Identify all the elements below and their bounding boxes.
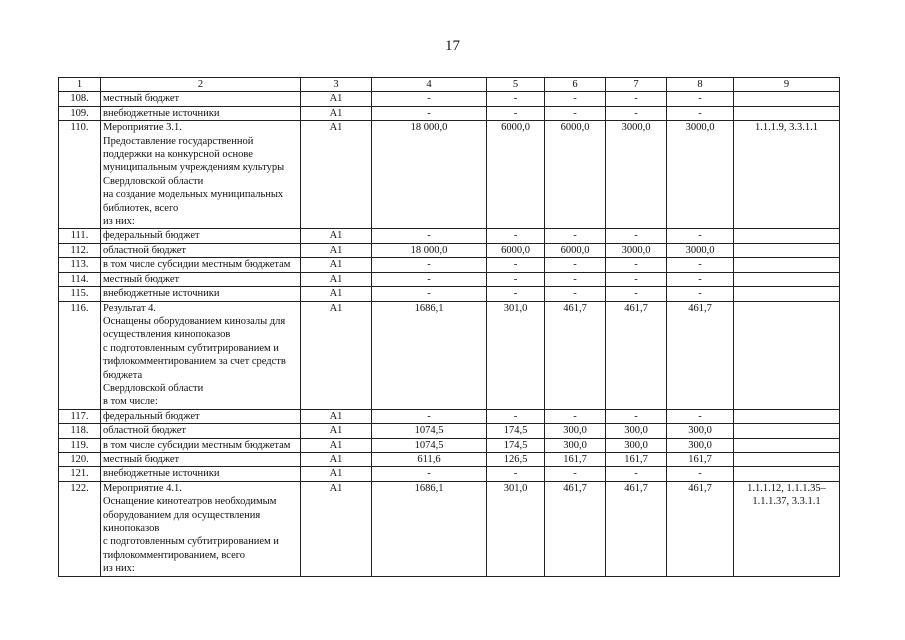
value-col-7: - <box>606 229 667 243</box>
value-col-6: 6000,0 <box>545 243 606 257</box>
row-code: А1 <box>301 481 372 576</box>
value-col-4: - <box>372 287 487 301</box>
budget-table <box>58 77 840 577</box>
value-col-5: 174,5 <box>487 424 545 438</box>
row-number: 117. <box>59 409 101 423</box>
table-row <box>59 287 840 301</box>
value-col-5: 301,0 <box>487 481 545 576</box>
value-col-6: 300,0 <box>545 424 606 438</box>
target-indicators <box>734 258 840 272</box>
value-col-7: - <box>606 92 667 106</box>
row-number: 114. <box>59 272 101 286</box>
row-name: внебюджетные источники <box>101 467 301 481</box>
value-col-7: 3000,0 <box>606 121 667 229</box>
column-header: 7 <box>606 78 667 92</box>
row-code: А1 <box>301 452 372 466</box>
row-code: А1 <box>301 424 372 438</box>
table-row <box>59 272 840 286</box>
row-code: А1 <box>301 121 372 229</box>
target-indicators: 1.1.1.12, 1.1.1.35–1.1.1.37, 3.3.1.1 <box>734 481 840 576</box>
value-col-7: 461,7 <box>606 301 667 409</box>
value-col-5: 126,5 <box>487 452 545 466</box>
table-header-row <box>59 78 840 92</box>
row-code: А1 <box>301 272 372 286</box>
value-col-4: - <box>372 229 487 243</box>
column-header: 1 <box>59 78 101 92</box>
page-number: 17 <box>445 38 460 54</box>
row-code: А1 <box>301 438 372 452</box>
value-col-5: - <box>487 106 545 120</box>
table-row <box>59 409 840 423</box>
value-col-6: 161,7 <box>545 452 606 466</box>
value-col-7: 461,7 <box>606 481 667 576</box>
row-code: А1 <box>301 467 372 481</box>
row-name: Результат 4. Оснащены оборудованием кинозалы для осуществления кинопоказов с подготовленным субтитрированием и тифлокомментированием за счет средств бюджета Свердловской области в том числе: <box>101 301 301 409</box>
value-col-5: - <box>487 258 545 272</box>
row-code: А1 <box>301 258 372 272</box>
table-row <box>59 467 840 481</box>
target-indicators <box>734 467 840 481</box>
value-col-4: 1074,5 <box>372 424 487 438</box>
value-col-8: - <box>667 409 734 423</box>
value-col-6: - <box>545 272 606 286</box>
row-number: 115. <box>59 287 101 301</box>
table-row <box>59 121 840 229</box>
value-col-4: 1686,1 <box>372 481 487 576</box>
row-name: внебюджетные источники <box>101 287 301 301</box>
value-col-6: - <box>545 467 606 481</box>
table-row <box>59 481 840 576</box>
value-col-6: - <box>545 106 606 120</box>
value-col-5: - <box>487 92 545 106</box>
value-col-7: - <box>606 258 667 272</box>
table-row <box>59 452 840 466</box>
value-col-4: - <box>372 409 487 423</box>
value-col-8: 300,0 <box>667 424 734 438</box>
value-col-5: 6000,0 <box>487 243 545 257</box>
value-col-8: - <box>667 287 734 301</box>
row-name: Мероприятие 3.1. Предоставление государственной поддержки на конкурсной основе муниципальным учреждениям культуры Свердловской области на создание модельных муниципальных библиотек, всего из них: <box>101 121 301 229</box>
column-header: 5 <box>487 78 545 92</box>
value-col-7: - <box>606 272 667 286</box>
row-number: 118. <box>59 424 101 438</box>
row-number: 108. <box>59 92 101 106</box>
value-col-5: 6000,0 <box>487 121 545 229</box>
column-header: 9 <box>734 78 840 92</box>
value-col-8: - <box>667 272 734 286</box>
row-number: 110. <box>59 121 101 229</box>
value-col-6: 6000,0 <box>545 121 606 229</box>
value-col-6: - <box>545 92 606 106</box>
row-name: местный бюджет <box>101 272 301 286</box>
column-header: 2 <box>101 78 301 92</box>
value-col-6: - <box>545 409 606 423</box>
value-col-4: 1686,1 <box>372 301 487 409</box>
value-col-6: - <box>545 229 606 243</box>
row-code: А1 <box>301 106 372 120</box>
value-col-5: - <box>487 467 545 481</box>
value-col-4: 1074,5 <box>372 438 487 452</box>
target-indicators: 1.1.1.9, 3.3.1.1 <box>734 121 840 229</box>
target-indicators <box>734 229 840 243</box>
target-indicators <box>734 243 840 257</box>
row-number: 113. <box>59 258 101 272</box>
value-col-8: - <box>667 106 734 120</box>
target-indicators <box>734 301 840 409</box>
row-name: местный бюджет <box>101 452 301 466</box>
value-col-7: - <box>606 106 667 120</box>
value-col-8: - <box>667 92 734 106</box>
column-header: 6 <box>545 78 606 92</box>
value-col-7: - <box>606 467 667 481</box>
table-row <box>59 258 840 272</box>
table-row <box>59 92 840 106</box>
value-col-7: 3000,0 <box>606 243 667 257</box>
value-col-8: 161,7 <box>667 452 734 466</box>
table-row <box>59 438 840 452</box>
table-row <box>59 424 840 438</box>
row-name: внебюджетные источники <box>101 106 301 120</box>
value-col-8: 461,7 <box>667 301 734 409</box>
value-col-5: - <box>487 272 545 286</box>
row-number: 111. <box>59 229 101 243</box>
row-name: в том числе субсидии местным бюджетам <box>101 258 301 272</box>
target-indicators <box>734 452 840 466</box>
value-col-4: - <box>372 258 487 272</box>
value-col-4: - <box>372 92 487 106</box>
target-indicators <box>734 438 840 452</box>
value-col-7: - <box>606 409 667 423</box>
row-number: 119. <box>59 438 101 452</box>
row-name: местный бюджет <box>101 92 301 106</box>
row-code: А1 <box>301 301 372 409</box>
row-number: 116. <box>59 301 101 409</box>
value-col-6: 461,7 <box>545 481 606 576</box>
value-col-8: 3000,0 <box>667 121 734 229</box>
value-col-5: 174,5 <box>487 438 545 452</box>
value-col-6: - <box>545 258 606 272</box>
value-col-8: - <box>667 229 734 243</box>
value-col-7: 161,7 <box>606 452 667 466</box>
column-header: 3 <box>301 78 372 92</box>
row-name: федеральный бюджет <box>101 229 301 243</box>
value-col-5: - <box>487 409 545 423</box>
value-col-4: - <box>372 272 487 286</box>
row-name: федеральный бюджет <box>101 409 301 423</box>
row-name: Мероприятие 4.1. Оснащение кинотеатров необходимым оборудованием для осуществления кинопоказов с подготовленным субтитрированием и тифлокомментированием, всего из них: <box>101 481 301 576</box>
row-name: в том числе субсидии местным бюджетам <box>101 438 301 452</box>
value-col-4: 18 000,0 <box>372 121 487 229</box>
value-col-4: 18 000,0 <box>372 243 487 257</box>
value-col-8: - <box>667 467 734 481</box>
target-indicators <box>734 272 840 286</box>
value-col-6: - <box>545 287 606 301</box>
value-col-5: - <box>487 229 545 243</box>
value-col-4: 611,6 <box>372 452 487 466</box>
column-header: 8 <box>667 78 734 92</box>
row-code: А1 <box>301 409 372 423</box>
value-col-8: - <box>667 258 734 272</box>
value-col-7: 300,0 <box>606 438 667 452</box>
value-col-8: 300,0 <box>667 438 734 452</box>
value-col-6: 461,7 <box>545 301 606 409</box>
value-col-4: - <box>372 106 487 120</box>
row-number: 112. <box>59 243 101 257</box>
row-code: А1 <box>301 287 372 301</box>
row-number: 122. <box>59 481 101 576</box>
target-indicators <box>734 424 840 438</box>
target-indicators <box>734 287 840 301</box>
column-header: 4 <box>372 78 487 92</box>
row-code: А1 <box>301 92 372 106</box>
value-col-4: - <box>372 467 487 481</box>
table-row <box>59 229 840 243</box>
value-col-5: - <box>487 287 545 301</box>
row-code: А1 <box>301 229 372 243</box>
row-name: областной бюджет <box>101 424 301 438</box>
target-indicators <box>734 92 840 106</box>
row-number: 120. <box>59 452 101 466</box>
table-row <box>59 106 840 120</box>
value-col-8: 3000,0 <box>667 243 734 257</box>
row-number: 109. <box>59 106 101 120</box>
table-row <box>59 301 840 409</box>
row-number: 121. <box>59 467 101 481</box>
value-col-6: 300,0 <box>545 438 606 452</box>
value-col-8: 461,7 <box>667 481 734 576</box>
value-col-5: 301,0 <box>487 301 545 409</box>
target-indicators <box>734 106 840 120</box>
row-name: областной бюджет <box>101 243 301 257</box>
row-code: А1 <box>301 243 372 257</box>
table-row <box>59 243 840 257</box>
target-indicators <box>734 409 840 423</box>
value-col-7: 300,0 <box>606 424 667 438</box>
value-col-7: - <box>606 287 667 301</box>
